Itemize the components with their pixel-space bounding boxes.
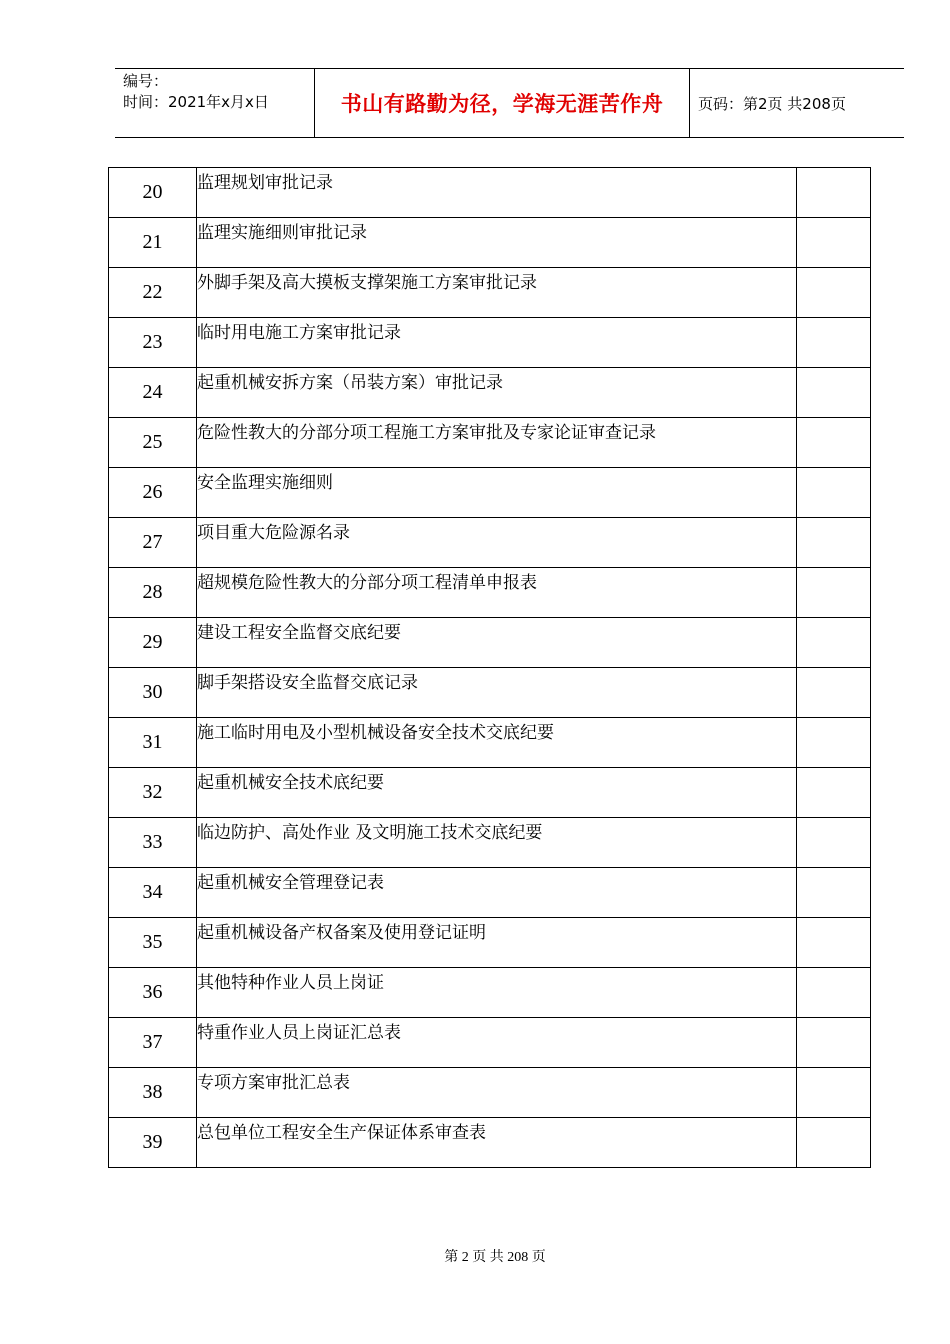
row-blank-cell [797, 268, 871, 318]
table-row [109, 718, 871, 768]
row-document-name: 起重机械安拆方案（吊装方案）审批记录 [197, 368, 797, 418]
row-number: 22 [109, 268, 197, 318]
row-number: 27 [109, 518, 197, 568]
row-blank-cell [797, 868, 871, 918]
table-row [109, 668, 871, 718]
page-footer: 第 2 页 共 208 页 [444, 1250, 546, 1265]
row-document-name: 项目重大危险源名录 [197, 518, 797, 568]
table-row [109, 818, 871, 868]
header-meta [123, 71, 313, 113]
row-number: 21 [109, 218, 197, 268]
table-row [109, 168, 871, 218]
row-blank-cell [797, 418, 871, 468]
row-number: 39 [109, 1118, 197, 1168]
table-row [109, 1018, 871, 1068]
row-document-name: 总包单位工程安全生产保证体系审查表 [197, 1118, 797, 1168]
row-number: 31 [109, 718, 197, 768]
page-header [115, 68, 904, 138]
row-document-name: 施工临时用电及小型机械设备安全技术交底纪要 [197, 718, 797, 768]
row-blank-cell [797, 968, 871, 1018]
row-blank-cell [797, 368, 871, 418]
table-body [109, 168, 871, 1168]
row-blank-cell [797, 718, 871, 768]
row-blank-cell [797, 1068, 871, 1118]
table-row [109, 318, 871, 368]
table-row [109, 918, 871, 968]
row-blank-cell [797, 1018, 871, 1068]
row-number: 30 [109, 668, 197, 718]
row-blank-cell [797, 918, 871, 968]
header-motto: 书山有路勤为径，学海无涯苦作舟 [340, 92, 664, 116]
time-label: 时间：2021年x月x日 [123, 93, 269, 111]
row-document-name: 起重机械安全管理登记表 [197, 868, 797, 918]
row-document-name: 起重机械安全技术底纪要 [197, 768, 797, 818]
table-row [109, 568, 871, 618]
table-row [109, 368, 871, 418]
row-number: 26 [109, 468, 197, 518]
row-document-name: 临时用电施工方案审批记录 [197, 318, 797, 368]
document-list-table [108, 167, 871, 1168]
table-row [109, 1118, 871, 1168]
row-blank-cell [797, 318, 871, 368]
row-document-name: 临边防护、高处作业 及文明施工技术交底纪要 [197, 818, 797, 868]
table-row [109, 1068, 871, 1118]
table-row [109, 518, 871, 568]
row-number: 32 [109, 768, 197, 818]
row-document-name: 专项方案审批汇总表 [197, 1068, 797, 1118]
row-document-name: 外脚手架及高大摸板支撑架施工方案审批记录 [197, 268, 797, 318]
table-row [109, 968, 871, 1018]
row-document-name: 超规模危险性教大的分部分项工程清单申报表 [197, 568, 797, 618]
table-row [109, 868, 871, 918]
row-number: 35 [109, 918, 197, 968]
header-page-info: 页码：第2页 共208页 [698, 94, 846, 113]
row-document-name: 危险性教大的分部分项工程施工方案审批及专家论证审查记录 [197, 418, 797, 468]
row-number: 38 [109, 1068, 197, 1118]
row-blank-cell [797, 568, 871, 618]
table-row [109, 418, 871, 468]
table-row [109, 618, 871, 668]
row-number: 25 [109, 418, 197, 468]
row-document-name: 脚手架搭设安全监督交底记录 [197, 668, 797, 718]
table-row [109, 768, 871, 818]
row-document-name: 监理规划审批记录 [197, 168, 797, 218]
row-blank-cell [797, 468, 871, 518]
row-blank-cell [797, 818, 871, 868]
row-blank-cell [797, 768, 871, 818]
row-number: 36 [109, 968, 197, 1018]
row-document-name: 安全监理实施细则 [197, 468, 797, 518]
row-document-name: 监理实施细则审批记录 [197, 218, 797, 268]
row-blank-cell [797, 168, 871, 218]
row-blank-cell [797, 518, 871, 568]
table-row [109, 268, 871, 318]
row-blank-cell [797, 218, 871, 268]
table-row [109, 468, 871, 518]
row-number: 33 [109, 818, 197, 868]
row-blank-cell [797, 668, 871, 718]
row-number: 24 [109, 368, 197, 418]
row-document-name: 起重机械设备产权备案及使用登记证明 [197, 918, 797, 968]
row-document-name: 其他特种作业人员上岗证 [197, 968, 797, 1018]
row-document-name: 建设工程安全监督交底纪要 [197, 618, 797, 668]
row-number: 20 [109, 168, 197, 218]
serial-label: 编号： [123, 72, 169, 90]
row-document-name: 特重作业人员上岗证汇总表 [197, 1018, 797, 1068]
table-row [109, 218, 871, 268]
row-number: 23 [109, 318, 197, 368]
row-number: 34 [109, 868, 197, 918]
row-blank-cell [797, 618, 871, 668]
row-number: 28 [109, 568, 197, 618]
row-blank-cell [797, 1118, 871, 1168]
row-number: 29 [109, 618, 197, 668]
row-number: 37 [109, 1018, 197, 1068]
